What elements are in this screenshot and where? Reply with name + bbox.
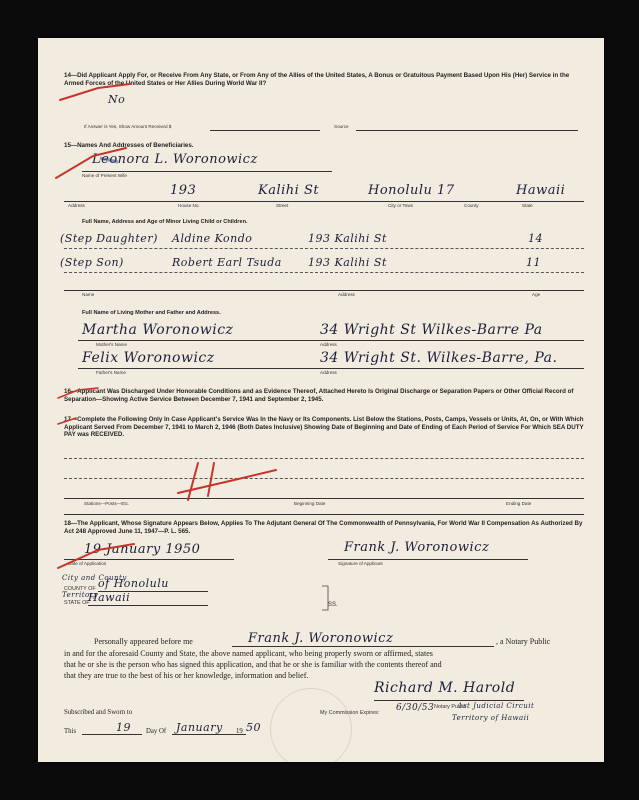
q14-text: 14—Did Applicant Apply For, or Receive From Any State, or From Any of the Allies of the United States, A Bonus or Gratuitous Payment Based Upon His (Her) Service in the Armed Forces of the United States or Her Allies During World War II?: [64, 72, 570, 87]
notary-p1-after: , a Notary Public: [496, 637, 551, 646]
year-value: 50: [246, 721, 261, 734]
wife-house-no: 193: [170, 183, 197, 198]
q14-source-label: Source: [334, 124, 349, 129]
wife-street: Kalihi St: [258, 183, 320, 198]
mother-address: 34 Wright St Wilkes-Barre Pa: [320, 322, 543, 338]
child-2-rel: (Step Son): [60, 256, 124, 269]
month-value: January: [176, 721, 223, 734]
mother-address-caption: Address: [320, 342, 337, 347]
q14-amount-label: If Answer is Yes, Show Amount Received $: [84, 124, 172, 129]
notary-signature: Richard M. Harold: [374, 680, 516, 696]
notary-note-2: Territory of Hawaii: [452, 714, 530, 722]
day-value: 19: [116, 721, 131, 734]
q15-text: 15—Names And Addresses of Beneficiaries.: [64, 142, 194, 149]
application-date-caption: Date of Application: [68, 561, 107, 566]
commission-value: 6/30/53: [396, 703, 435, 713]
red-check-marks: [38, 38, 604, 762]
ss-label: SS.: [328, 602, 338, 608]
child-2-address: 193 Kalihi St: [308, 256, 387, 269]
child-1-age: 14: [528, 232, 543, 245]
territory-note: Territory: [62, 591, 99, 599]
signature-caption: Signature of Applicant: [338, 561, 383, 566]
addr-label-street: Street: [276, 203, 289, 208]
minor-children-title: Full Name, Address and Age of Minor Living Child or Children.: [82, 219, 248, 225]
wife-caption: Name of Present Wife: [82, 173, 127, 178]
father-address: 34 Wright St. Wilkes-Barre, Pa.: [320, 350, 558, 366]
q18-text: 18—The Applicant, Whose Signature Appears Below, Applies To The Adjutant General Of The Commonwealth of Pennsylvania, For World War II Compensation As Authorized By Act 248 Approved June 11, 1947—P. L. 565.: [64, 520, 583, 535]
child-1-rel: (Step Daughter): [60, 232, 158, 245]
child-2-name: Robert Earl Tsuda: [172, 256, 282, 269]
mother-caption: Mother's Name: [96, 342, 128, 347]
child-1-address: 193 Kalihi St: [308, 232, 387, 245]
red-mark-q15: [56, 148, 126, 178]
father-caption: Father's Name: [96, 370, 126, 375]
commission-label: My Commission Expires:: [320, 710, 380, 716]
q17-label-begin: Beginning Date: [294, 501, 326, 506]
appeared-name: Frank J. Woronowicz: [248, 631, 394, 646]
state-value: Hawaii: [88, 591, 131, 604]
wife-city: Honolulu 17: [368, 183, 455, 198]
father-name: Felix Woronowicz: [82, 350, 215, 366]
addr-label-state: State: [522, 203, 533, 208]
q17-label-stations: Stations—Posts—Etc.: [84, 501, 130, 506]
mother-name: Martha Woronowicz: [82, 322, 234, 338]
blue-check-stroke: [100, 158, 118, 162]
notary-p2: in and for the aforesaid County and State, the above named applicant, who being properly sworn or affirmed, states: [64, 649, 433, 658]
red-mark-q16: [58, 388, 98, 398]
child-label-address: Address: [338, 292, 355, 297]
red-mark-h: [178, 463, 276, 500]
addr-label-address: Address: [68, 203, 85, 208]
red-mark-q18: [58, 544, 134, 568]
red-mark-q17: [58, 418, 76, 424]
county-value: of Honolulu: [98, 577, 169, 590]
this-label: This: [64, 728, 77, 735]
addr-label-county: County: [464, 203, 479, 208]
q16-text: 16—Applicant Was Discharged Under Honorable Conditions and as Evidence Thereof, Attached Hereto Is Original Discharge or Separation Papers or Other Official Record of Separation—Showing Active Service Between December 7, 1941 and September 2, 1945.: [64, 388, 574, 403]
notary-label: Notary Public: [434, 704, 467, 710]
q17-label-end: Ending Date: [506, 501, 532, 506]
notary-p3: that he or she is the person who has signed this application, and that he or she is familiar with the contents thereof and: [64, 660, 442, 669]
father-address-caption: Address: [320, 370, 337, 375]
parents-title: Full Name of Living Mother and Father and Address.: [82, 310, 221, 316]
q14-answer: No: [108, 93, 126, 106]
q17-text: 17—Complete the Following Only In Case Applicant's Service Was In the Navy or Its Components. List Below the Stations, Posts, Camps, Vessels or Units, At, On, or With Which Applicant Served From December 7, 1941 to March 2, 1946 (Both Dates Inclusive) Showing Date of Beginning and Date of Ending of Each Period of Service For Which SEA DUTY PAY was RECEIVED.: [64, 416, 584, 439]
child-1-name: Aldine Kondo: [172, 232, 253, 245]
child-label-name: Name: [82, 292, 95, 297]
county-label: COUNTY OF: [64, 586, 96, 592]
notary-note-1: 1st Judicial Circuit: [458, 702, 535, 710]
child-2-age: 11: [526, 256, 541, 269]
application-page: [38, 38, 604, 762]
wife-name: Leonora L. Woronowicz: [92, 152, 258, 167]
addr-label-city: City or Town: [388, 203, 414, 208]
applicant-signature: Frank J. Woronowicz: [344, 540, 490, 555]
state-label: STATE OF: [64, 600, 90, 606]
wife-state: Hawaii: [516, 183, 566, 198]
county-note: City and County: [62, 574, 127, 582]
red-mark-q14: [60, 84, 130, 100]
addr-label-house: House No.: [178, 203, 200, 208]
application-date: 19 January 1950: [84, 542, 201, 557]
year-prefix: 19: [236, 728, 243, 735]
notary-p1-before: Personally appeared before me: [94, 637, 193, 646]
notary-p4: that they are true to the best of his or her knowledge, information and belief.: [64, 671, 309, 680]
day-of-label: Day Of: [146, 728, 167, 735]
sworn-label: Subscribed and Sworn to: [64, 709, 133, 716]
venue-bracket: [322, 586, 328, 610]
child-label-age: Age: [532, 292, 541, 297]
